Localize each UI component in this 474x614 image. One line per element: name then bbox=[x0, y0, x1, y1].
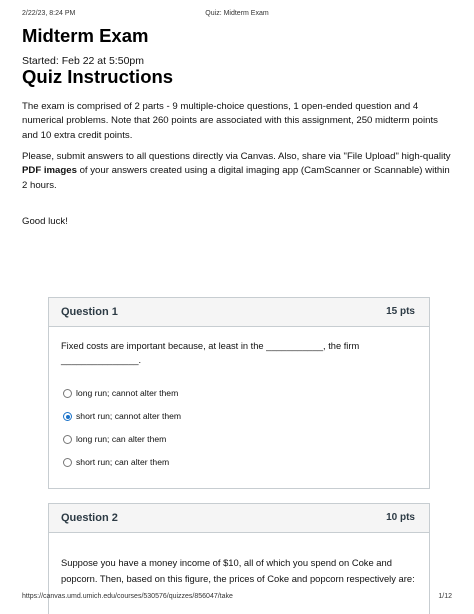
answer-label[interactable]: long run; can alter them bbox=[76, 434, 167, 444]
print-datetime: 2/22/23, 8:24 PM bbox=[22, 10, 76, 17]
print-page-number: 1/12 bbox=[438, 593, 452, 600]
radio-button[interactable] bbox=[63, 458, 72, 467]
print-url: https://canvas.umd.umich.edu/courses/530576/quizzes/856047/take bbox=[22, 593, 233, 600]
instructions-title: Quiz Instructions bbox=[22, 66, 174, 87]
question-text: Fixed costs are important because, at least in the ___________, the firm _______________. bbox=[61, 341, 360, 365]
question-points: 10 pts bbox=[386, 512, 415, 523]
question-name: Question 2 bbox=[61, 512, 118, 524]
question-name: Question 1 bbox=[61, 306, 118, 318]
started-time: Started: Feb 22 at 5:50pm bbox=[22, 55, 144, 67]
exam-title: Midterm Exam bbox=[22, 25, 149, 46]
question-header bbox=[49, 298, 429, 327]
print-footer bbox=[0, 593, 474, 605]
radio-button[interactable] bbox=[63, 435, 72, 444]
good-luck-text: Good luck! bbox=[22, 216, 68, 227]
instructions-paragraph-1: The exam is comprised of 2 parts - 9 multiple-choice questions, 1 open-ended question and 4 numerical problems. Note that 260 points are associated with this assignment, 250 midterm points and 10 extra credit points. bbox=[22, 101, 438, 141]
answer-label[interactable]: short run; can alter them bbox=[76, 457, 170, 467]
print-page-title: Quiz: Midterm Exam bbox=[205, 10, 269, 17]
question-header bbox=[49, 504, 429, 533]
answer-label[interactable]: long run; cannot alter them bbox=[76, 388, 179, 398]
radio-button-selected[interactable] bbox=[63, 412, 72, 421]
print-header bbox=[0, 10, 474, 22]
question-points: 15 pts bbox=[386, 306, 415, 317]
question-text: Suppose you have a money income of $10, all of which you spend on Coke and popcorn. Then, based on this figure, the prices of Coke and popcorn respectively are: bbox=[61, 557, 415, 584]
question-1 bbox=[48, 297, 430, 489]
instructions-p2-text-end: of your answers created using a digital imaging app (CamScanner or Scannable) within 2 hours. bbox=[22, 165, 450, 191]
radio-button[interactable] bbox=[63, 389, 72, 398]
answer-label[interactable]: short run; cannot alter them bbox=[76, 411, 182, 421]
instructions-p2-text: Please, submit answers to all questions directly via Canvas. Also, share via "File Upload" high-quality bbox=[22, 151, 451, 162]
instructions-p2-bold: PDF images bbox=[22, 165, 77, 177]
instructions-paragraph-2 bbox=[22, 150, 452, 193]
